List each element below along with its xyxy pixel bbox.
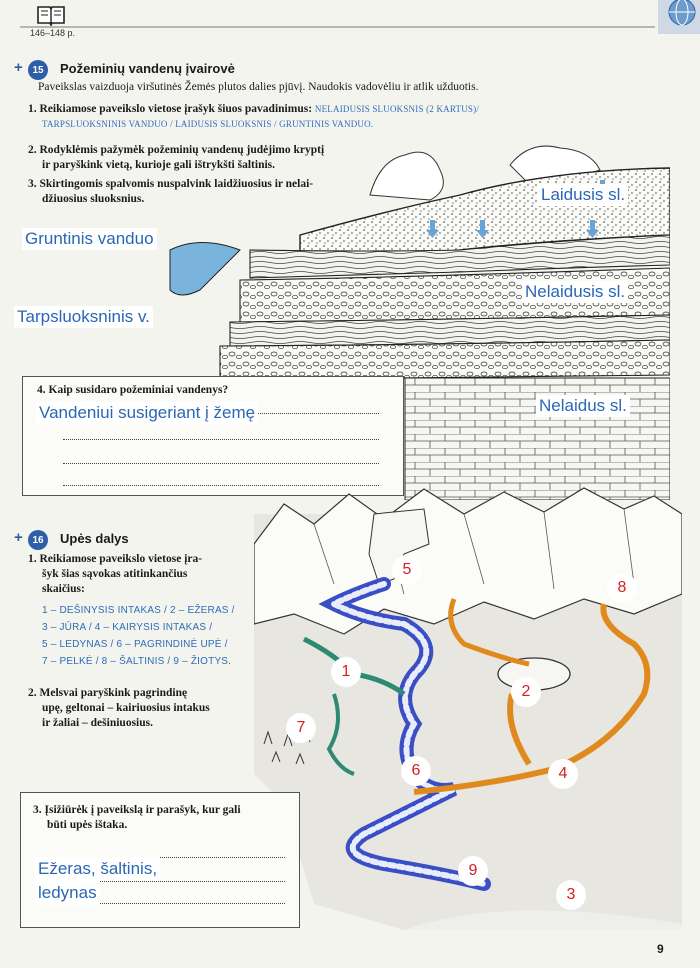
task-text: būti upės ištaka. (47, 819, 128, 831)
task-text: upę, geltonai – kairiuosius intakus (42, 702, 210, 714)
label-nelaidusis: Nelaidusis sl. (522, 281, 628, 303)
task-number: 2. (28, 687, 37, 699)
plus-icon: + (14, 59, 23, 76)
label-gruntinis: Gruntinis vanduo (22, 228, 157, 250)
globe-icon (658, 0, 700, 39)
task-number: 1. (28, 103, 37, 115)
task-text: skaičius: (42, 583, 85, 595)
book-icon (36, 4, 66, 31)
answer-line (63, 463, 379, 464)
task-text: ir paryškink vietą, kurioje gali ištrykšti šaltinis. (42, 159, 276, 171)
task-text: Melsvai paryškink pagrindinę (39, 687, 188, 699)
exercise-15-task-1 (28, 102, 668, 132)
header-bar (0, 0, 700, 30)
term-line: 3 – JŪRA / 4 – KAIRYSIS INTAKAS / (42, 622, 213, 633)
label-tarpsluoksninis: Tarpsluoksninis v. (14, 306, 153, 328)
label-laidusis: Laidusis sl. (538, 184, 628, 206)
task-number: 2. (28, 144, 37, 156)
exercise-16-terms (42, 602, 262, 670)
answer-line-text: ledynas (35, 881, 100, 905)
exercise-16-task-1 (28, 552, 258, 597)
marker-6: 6 (401, 756, 431, 786)
task-text: ir žaliai – dešiniuosius. (42, 717, 153, 729)
marker-4: 4 (548, 759, 578, 789)
task-number: 1. (28, 553, 37, 565)
page-number: 9 (657, 942, 664, 956)
exercise-15-answer-box (22, 376, 404, 496)
plus-icon: + (14, 529, 23, 546)
label-nelaidus: Nelaidus sl. (536, 395, 630, 417)
exercise-16-task-2 (28, 686, 268, 731)
marker-9: 9 (458, 856, 488, 886)
task-terms: NELAIDUSIS SLUOKSNIS (2 KARTUS)/ (314, 104, 480, 114)
exercise-15-title: Požeminių vandenų įvairovė (60, 61, 235, 76)
exercise-16-badge: 16 (28, 530, 48, 550)
answer-4[interactable]: Vandeniui susigeriant į žemę (36, 402, 258, 424)
term-line: 1 – DEŠINYSIS INTAKAS / 2 – EŽERAS / (42, 605, 235, 616)
marker-2: 2 (511, 677, 541, 707)
exercise-15-badge: 15 (28, 60, 48, 80)
task-number: 3. (33, 804, 42, 816)
page-reference: 146–148 p. (30, 28, 76, 38)
marker-1: 1 (331, 657, 361, 687)
answer-3[interactable] (32, 856, 163, 906)
task-terms: TARPSLUOKSNINIS VANDUO / LAIDUSIS SLUOKSNIS / GRUNTINIS VANDUO. (42, 119, 374, 129)
exercise-15-intro: Paveikslas vaizduoja viršutinės Žemės plutos dalies pjūvį. Naudokis vadovėliu ir atlik užduotis. (38, 81, 479, 93)
marker-3: 3 (556, 880, 586, 910)
task-text: Skirtingomis spalvomis nuspalvink laidžiuosius ir nelai- (39, 178, 314, 190)
term-line: 7 – PELKĖ / 8 – ŠALTINIS / 9 – ŽIOTYS. (42, 656, 232, 667)
task-text: šyk šias sąvokas atitinkančius (42, 568, 188, 580)
task-text: Reikiamose paveikslo vietose įrašyk šiuos pavadinimus: (39, 103, 313, 115)
marker-7: 7 (286, 713, 316, 743)
question-4: 4. Kaip susidaro požeminiai vandenys? (37, 384, 229, 396)
task-text: Įsižiūrėk į paveikslą ir parašyk, kur gali (44, 804, 241, 816)
exercise-16-title: Upės dalys (60, 531, 129, 546)
marker-8: 8 (607, 573, 637, 603)
term-line: 5 – LEDYNAS / 6 – PAGRINDINĖ UPĖ / (42, 639, 228, 650)
task-text: Reikiamose paveikslo vietose įra- (39, 553, 203, 565)
task-text: džiuosius sluoksnius. (42, 193, 145, 205)
marker-5: 5 (392, 555, 422, 585)
task-text: Rodyklėmis pažymėk požeminių vandenų judėjimo kryptį (39, 144, 325, 156)
task-number: 3. (28, 178, 37, 190)
answer-line-text: Ežeras, šaltinis, (35, 857, 160, 881)
exercise-16-task-3 (33, 803, 293, 833)
answer-line (63, 439, 379, 440)
